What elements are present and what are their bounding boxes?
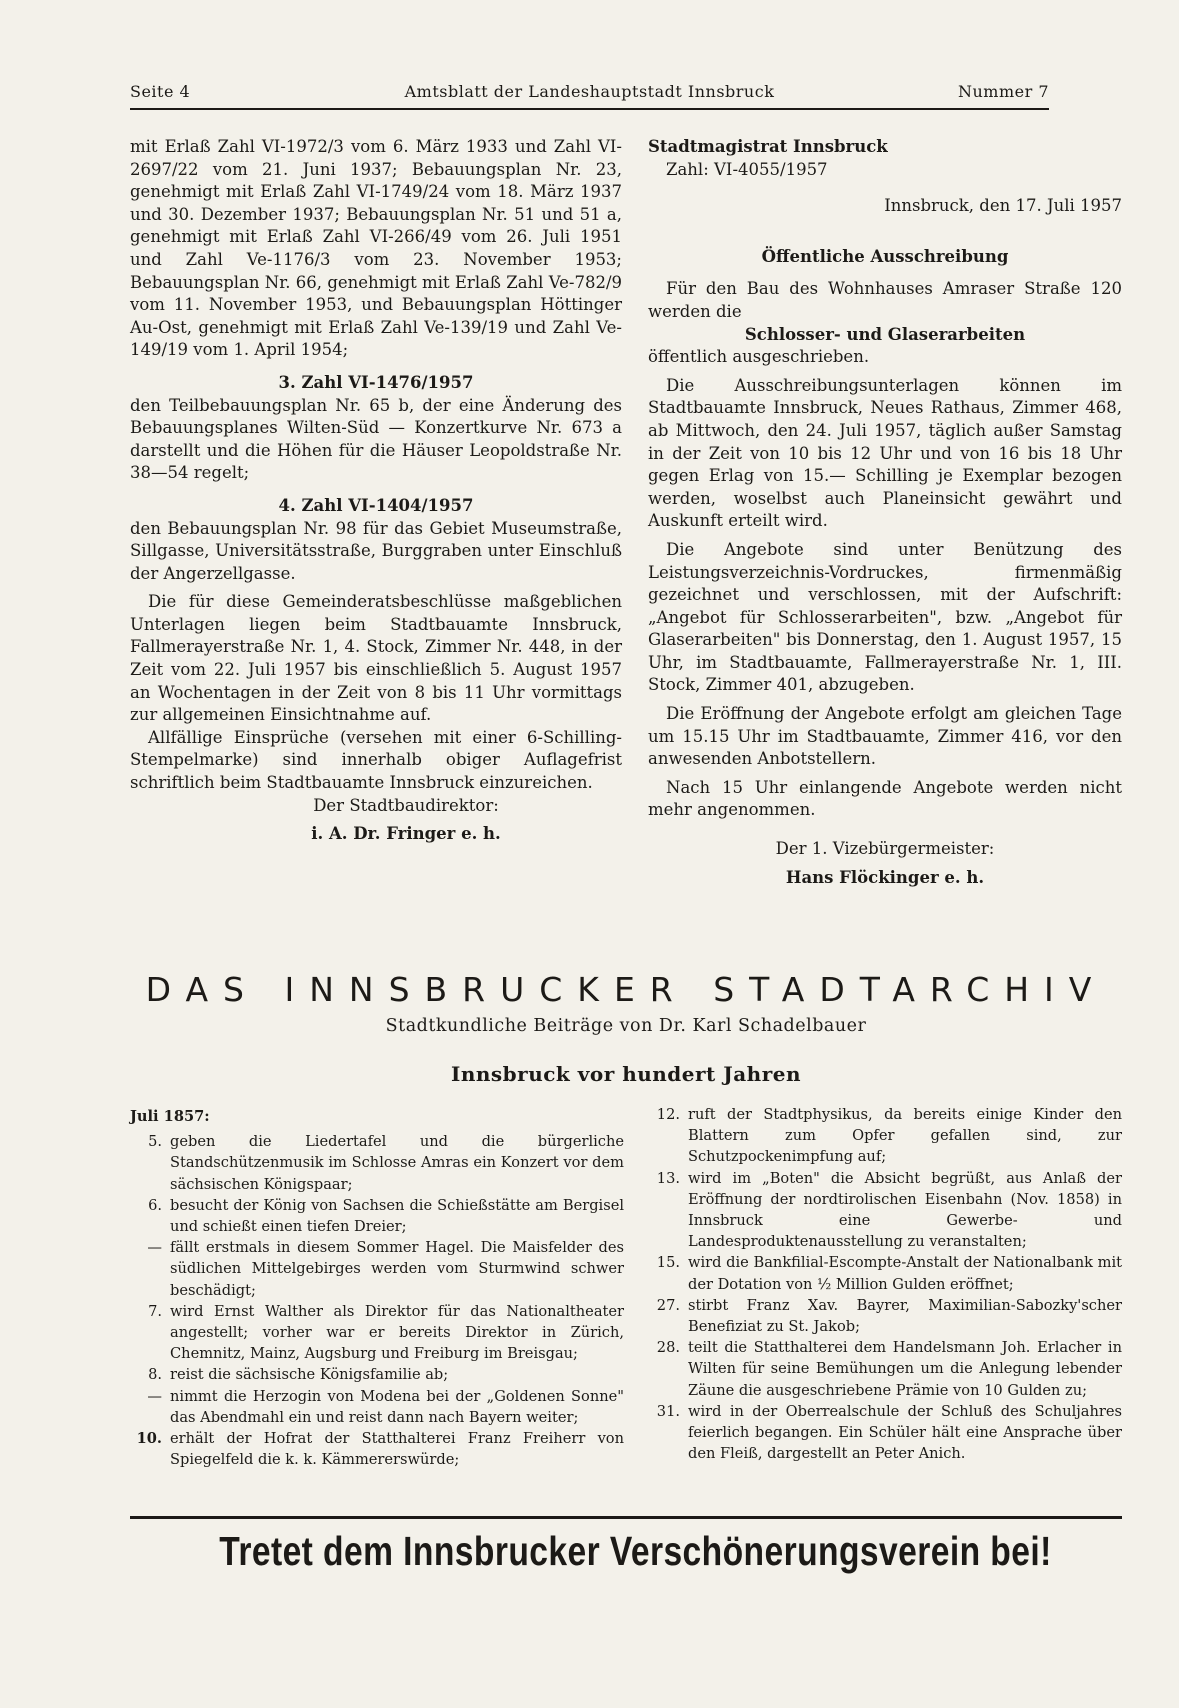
chronicle-entry xyxy=(130,1428,624,1470)
archive-heading: Innsbruck vor hundert Jahren xyxy=(450,1062,802,1086)
entry-text: wird im „Boten" die Absicht begrüßt, aus Anlaß der Eröffnung der nordtirolischen Eisenbahn (Nov. 1858) in Innsbruck eine Gewerbe- und Landesproduktenausstellung zu veranstalten; xyxy=(688,1169,1122,1251)
chronicle-left-column xyxy=(130,1106,624,1470)
works-title: Schlosser- und Glaserarbeiten xyxy=(744,324,1026,344)
signature-name: Hans Flöckinger e. h. xyxy=(785,867,985,887)
documents-paragraph: Die Ausschreibungsunterlagen können im Stadtbauamte Innsbruck, Neues Rathaus, Zimmer 468, ab Mittwoch, den 24. Juli 1957, täglich außer Samstag in der Zeit von 10 bis 12 Uhr und von 16 bis 18 Uhr gegen Erlag von 15.— Schilling je Exemplar bezogen werden, woselbst auch Planeinsicht gewährt und Auskunft erteilt wird. xyxy=(648,375,1122,531)
entry-text: erhält der Hofrat der Statthalterei Franz Freiherr von Spiegelfeld die k. k. Kämmererswürde; xyxy=(170,1430,624,1469)
right-column xyxy=(648,136,1122,889)
entry-text: wird in der Oberrealschule der Schluß des Schuljahres feierlich begangen. Ein Schüler hält eine Ansprache über den Fleiß, dargestellt an Peter Anich. xyxy=(688,1402,1122,1463)
entry-text: besucht der König von Sachsen die Schießstätte am Bergisel und schießt einen tiefen Dreier; xyxy=(170,1196,624,1236)
entry-day: 31. xyxy=(656,1402,680,1420)
item-3-text: den Teilbebauungsplan Nr. 65 b, der eine Änderung des Bebauungsplanes Wilten-Süd — Konzertkurve Nr. 673 a darstellt und die Höhen für die Häuser Leopoldstraße Nr. 38—54 regelt; xyxy=(130,395,622,483)
entry-day: — xyxy=(147,1387,162,1405)
chronicle-entry xyxy=(648,1401,1122,1465)
item-4-heading: 4. Zahl VI-1404/1957 xyxy=(278,495,474,515)
objection-paragraph: Allfällige Einsprüche (versehen mit einer 6-Schilling-Stempelmarke) sind innerhalb obiger Auflagefrist schriftlich beim Stadtbauamte Innsbruck einzureichen. xyxy=(130,727,622,793)
chronicle-entry xyxy=(130,1386,624,1428)
entry-day: — xyxy=(147,1239,162,1257)
signature-name: i. A. Dr. Fringer e. h. xyxy=(311,824,501,844)
page-number: Seite 4 xyxy=(130,82,191,101)
chronicle-entry xyxy=(130,1131,624,1195)
entry-text: teilt die Statthalterei dem Handelsmann Joh. Erlacher in Wilten für seine Bemühungen um die Anlegung lebender Zäune die ausgeschriebene Prämie von 10 Gulden zu; xyxy=(688,1339,1122,1399)
entry-day: 12. xyxy=(656,1106,680,1123)
notice-date: Innsbruck, den 17. Juli 1957 xyxy=(884,196,1122,216)
archive-title: DAS INNSBRUCKER STADTARCHIV xyxy=(145,970,1107,1009)
offers-paragraph: Die Angebote sind unter Benützung des Leistungsverzeichnis-Vordruckes, firmenmäßig gezeichnet und verschlossen, mit der Aufschrift: „Angebot für Schlosserarbeiten", bzw. „Angebot für Glaserarbeiten" bis Donnerstag, den 1. August 1957, 15 Uhr, im Stadtbauamte, Fallmerayerstraße Nr. 1, III. Stock, Zimmer 401, abzugeben. xyxy=(648,539,1122,695)
entry-text: reist die sächsische Königsfamilie ab; xyxy=(170,1366,449,1384)
entry-day: 7. xyxy=(148,1302,162,1320)
notice-intro: Für den Bau des Wohnhauses Amraser Straße 120 werden die xyxy=(648,279,1122,321)
notice-heading: Öffentliche Ausschreibung xyxy=(761,246,1009,266)
entry-day: 8. xyxy=(148,1366,162,1384)
chronicle-right-column xyxy=(648,1104,1122,1464)
page-header xyxy=(130,82,1049,106)
chronicle-entry xyxy=(648,1168,1122,1253)
entry-day: 13. xyxy=(656,1169,680,1187)
item-4-text: den Bebauungsplan Nr. 98 für das Gebiet Museumstraße, Sillgasse, Universitätsstraße, Burggraben unter Einschluß der Angerzellgasse. xyxy=(130,518,622,583)
chronicle-entry xyxy=(130,1195,624,1237)
entry-text: nimmt die Herzogin von Modena bei der „Goldenen Sonne" das Abendmahl ein und reist dann nach Bayern weiter; xyxy=(170,1387,624,1426)
chronicle-entry xyxy=(648,1104,1122,1168)
chronicle-month: Juli 1857: xyxy=(130,1108,210,1125)
signature-title: Der Stadtbaudirektor: xyxy=(313,795,499,815)
entry-day: 28. xyxy=(656,1339,680,1357)
late-offers-paragraph: Nach 15 Uhr einlangende Angebote werden nicht mehr angenommen. xyxy=(648,777,1122,820)
entry-text: fällt erstmals in diesem Sommer Hagel. Die Maisfelder des südlichen Mittelgebirges werden vom Sturmwind schwer beschädigt; xyxy=(170,1239,624,1299)
entry-text: stirbt Franz Xav. Bayrer, Maximilian-Sabozky'scher Benefiziat zu St. Jakob; xyxy=(688,1296,1122,1336)
slogan-banner: Tretet dem Innsbrucker Verschönerungsverein bei! xyxy=(219,1528,1052,1574)
opening-paragraph: Die Eröffnung der Angebote erfolgt am gleichen Tage um 15.15 Uhr im Stadtbauamte, Zimmer 416, vor den anwesenden Anbotstellern. xyxy=(648,704,1122,769)
entry-text: wird Ernst Walther als Direktor für das Nationaltheater angestellt; vorher war er bereits Direktor in Zürich, Chemnitz, Mainz, Augsburg und Freiburg im Breisgau; xyxy=(170,1302,624,1363)
chronicle-entry xyxy=(648,1337,1122,1401)
entry-text: wird die Bankfilial-Escompte-Anstalt der Nationalbank mit der Dotation von ½ Million Gulden eröffnet; xyxy=(688,1254,1122,1293)
reference-number: Zahl: VI-4055/1957 xyxy=(666,159,828,179)
left-column xyxy=(130,136,622,846)
chronicle-entry xyxy=(130,1237,624,1301)
publication-title: Amtsblatt der Landeshauptstadt Innsbruck xyxy=(404,82,775,101)
entry-day: 6. xyxy=(148,1196,162,1214)
chronicle-entry xyxy=(130,1364,624,1385)
archive-subtitle: Stadtkundliche Beiträge von Dr. Karl Schadelbauer xyxy=(385,1016,867,1036)
authority-name: Stadtmagistrat Innsbruck xyxy=(648,137,888,156)
entry-day: 27. xyxy=(656,1296,680,1314)
signature-title: Der 1. Vizebürgermeister: xyxy=(775,839,995,859)
entry-day: 5. xyxy=(148,1133,162,1151)
entry-text: geben die Liedertafel und die bürgerliche Standschützenmusik im Schlosse Amras ein Konzert vor dem sächsischen Königspaar; xyxy=(170,1133,624,1193)
entry-day: 15. xyxy=(656,1254,680,1272)
entry-day: 10. xyxy=(136,1430,162,1448)
plan-list-paragraph: mit Erlaß Zahl VI-1972/3 vom 6. März 1933 und Zahl VI-2697/22 vom 21. Juni 1937; Bebauungsplan Nr. 23, genehmigt mit Erlaß Zahl VI-1749/24 vom 18. März 1937 und 30. Dezember 1937; Bebauungsplan Nr. 51 und 51 a, genehmigt mit Erlaß Zahl VI-266/49 vom 26. Juli 1951 und Zahl Ve-1176/3 vom 23. November 1953; Bebauungsplan Nr. 66, genehmigt mit Erlaß Zahl Ve-782/9 vom 11. November 1953, und Bebauungsplan Höttinger Au-Ost, genehmigt mit Erlaß Zahl Ve-139/19 und Zahl Ve-149/19 vom 1. April 1954; xyxy=(130,137,622,360)
chronicle-entries-left xyxy=(130,1131,624,1470)
documents-paragraph: Die für diese Gemeinderatsbeschlüsse maßgeblichen Unterlagen liegen beim Stadtbauamte Innsbruck, Fallmerayerstraße Nr. 1, 4. Stock, Zimmer Nr. 448, in der Zeit vom 22. Juli 1957 bis einschließlich 5. August 1957 an Wochentagen in der Zeit von 8 bis 11 Uhr vormittags zur allgemeinen Einsichtnahme auf. xyxy=(130,592,622,725)
item-3-heading: 3. Zahl VI-1476/1957 xyxy=(278,372,474,392)
header-rule xyxy=(130,108,1049,110)
chronicle-entry xyxy=(648,1252,1122,1294)
notice-intro-end: öffentlich ausgeschrieben. xyxy=(648,347,870,367)
chronicle-entry xyxy=(130,1301,624,1365)
chronicle-entry xyxy=(648,1295,1122,1337)
issue-number: Nummer 7 xyxy=(957,82,1049,101)
footer-rule xyxy=(130,1516,1122,1519)
chronicle-entries-right xyxy=(648,1104,1122,1464)
entry-text: ruft der Stadtphysikus, da bereits einige Kinder den Blattern zum Opfer gefallen sind, zur Schutzpockenimpfung auf; xyxy=(688,1106,1122,1166)
